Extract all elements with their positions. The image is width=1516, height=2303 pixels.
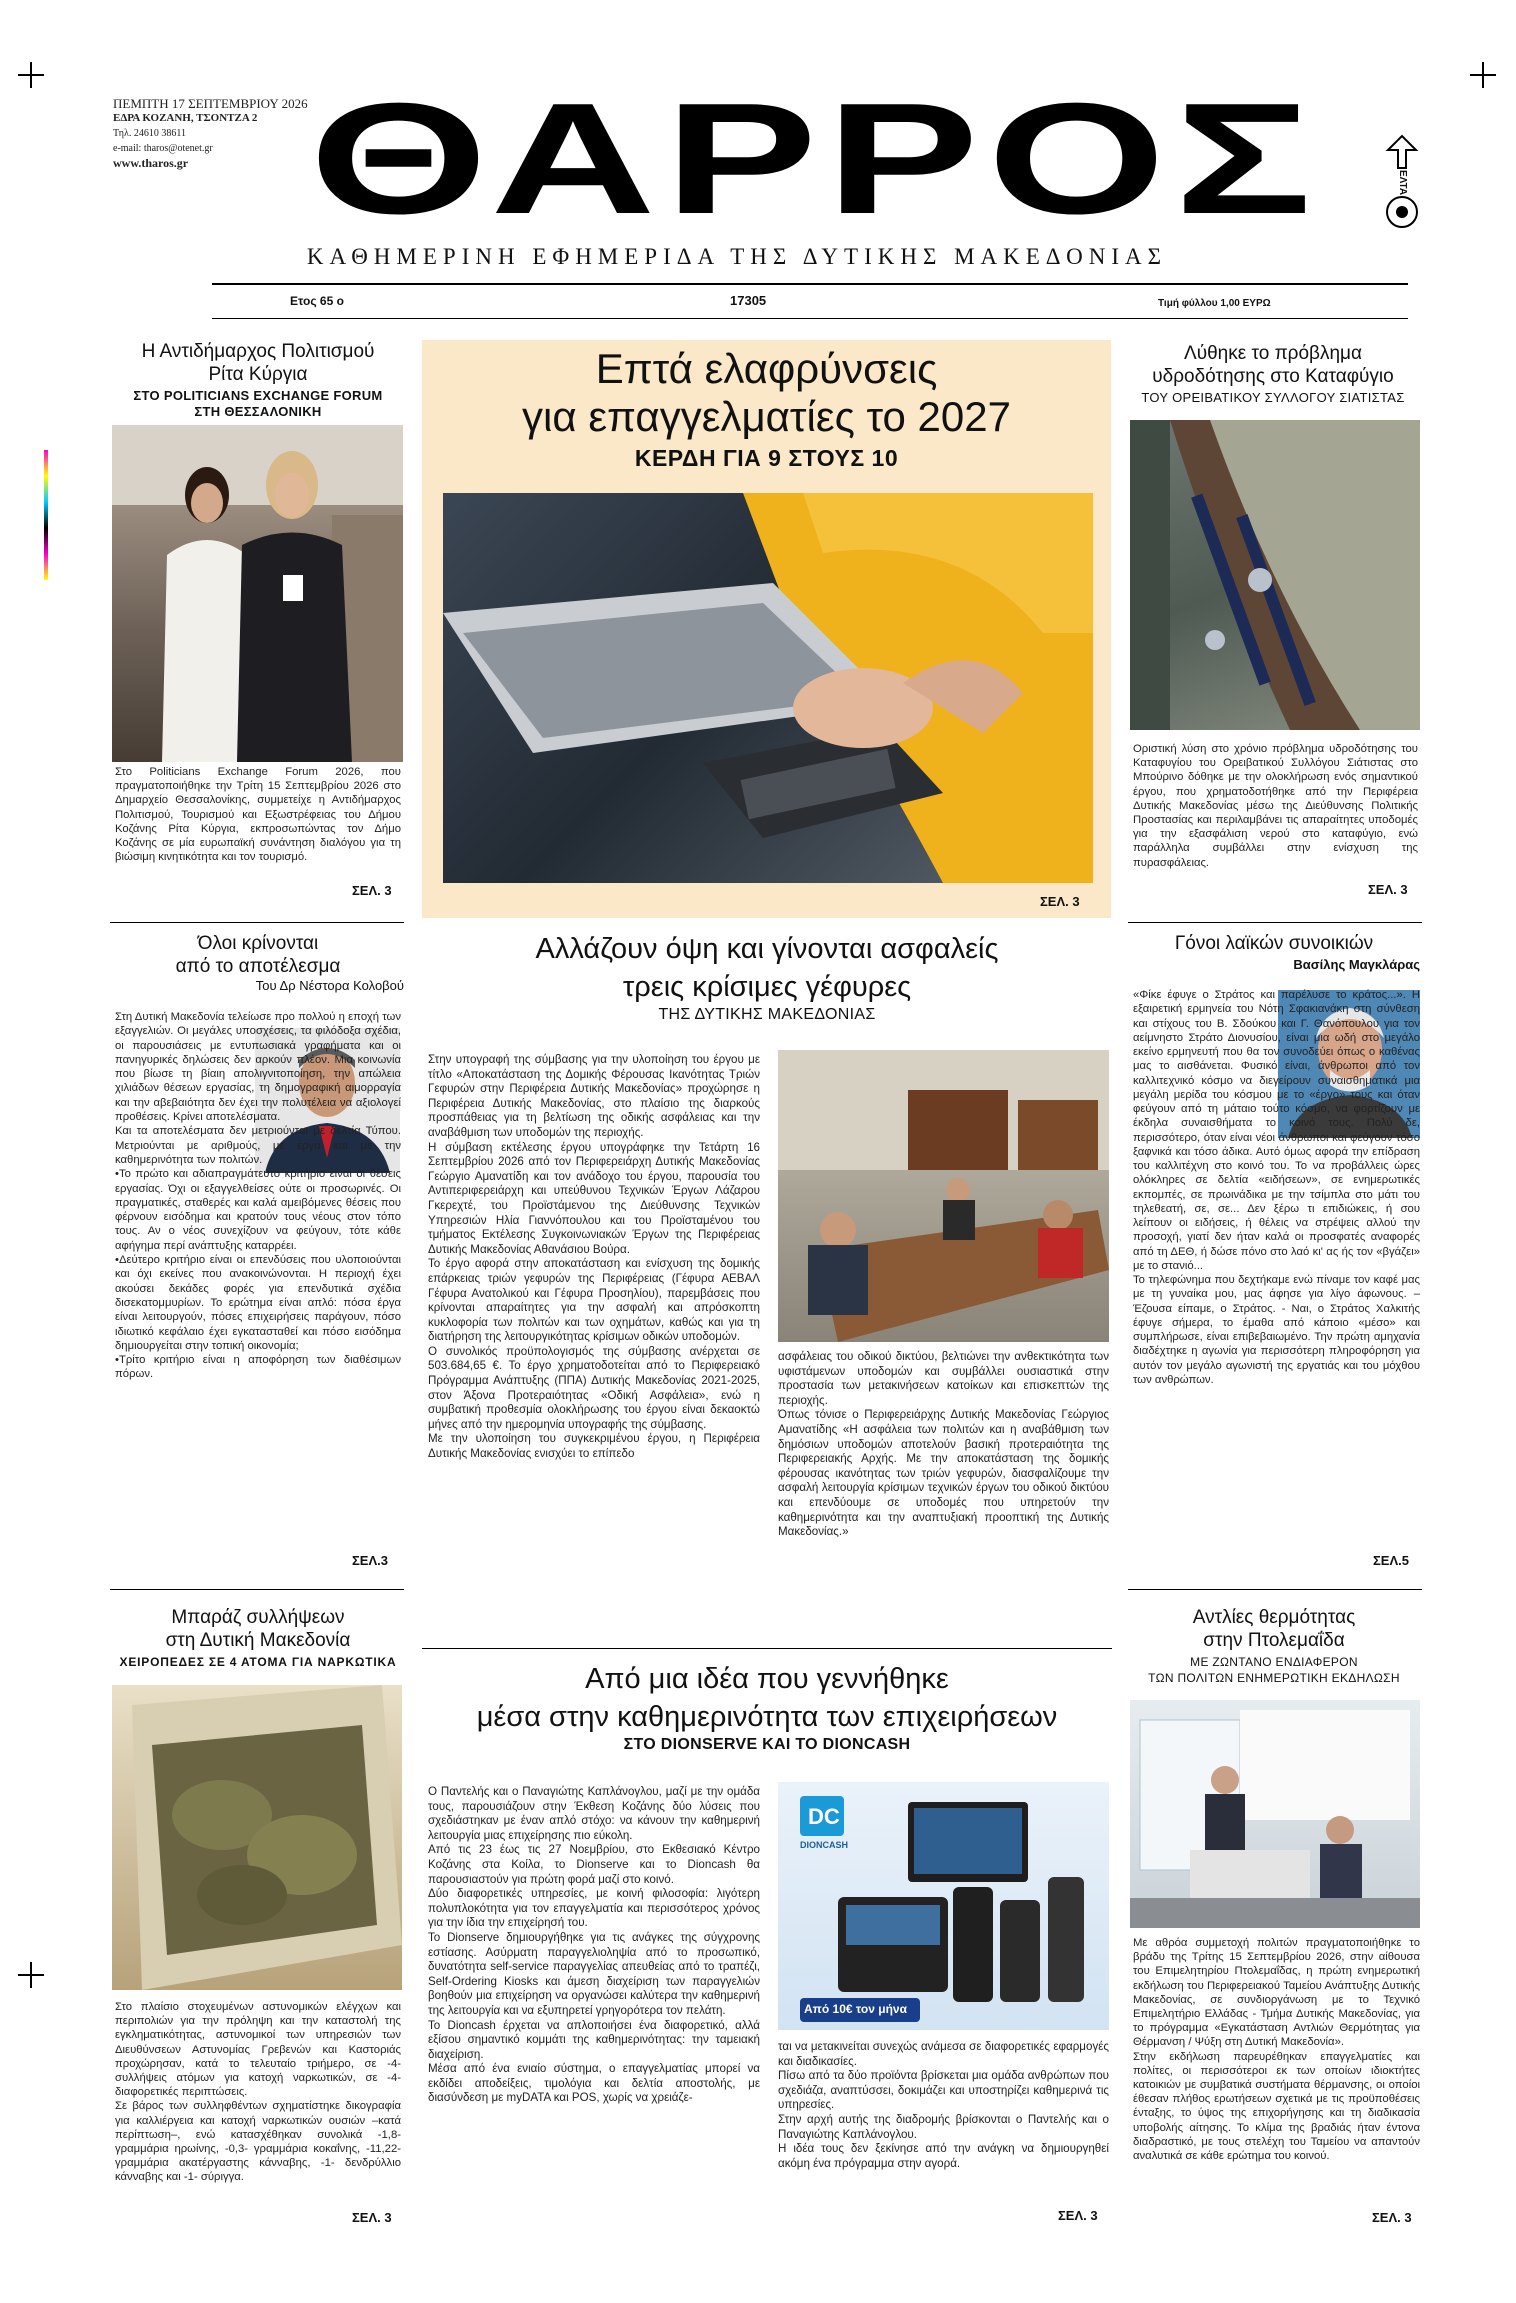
article-kyrgia[interactable] [112, 340, 404, 420]
crop-mark-bottom-left [18, 1962, 44, 1988]
article-body: Στη Δυτική Μακεδονία τελείωσε προ πολλού η εποχή των εξαγγελιών. Οι μεγάλες υποσχέσεις, τα φιλόδοξα σχέδια, οι παρουσιάσεις με εντυπωσιακά γραφήματα και οι πανηγυρικές δηλώσεις δεν αρκούν πλέον. Μια κοινωνία που βίωσε τη βίαιη απολιγνιτοποίηση, την απώλεια χιλιάδων θέσεων εργασίας, τη δημογραφική αιμορραγία και την αβεβαιότητα δεν έχει την πολυτέλεια να αξιολογεί προθέσεις. Κρίνει αποτελέσματα. Και τα αποτελέσματα δεν μετριούνται με δελτία Τύπου. Μετριούνται με αριθμούς, με έργα και με την καθημερινότητα των πολιτών. •Το πρώτο και αδιαπραγμάτευτο κριτήριο είναι οι θέσεις εργασίας. Όχι οι εξαγγελθείσες ούτε οι προσωρινές. Οι πραγματικές, σταθερές και καλά αμειβόμενες θέσεις που φέρνουν εισόδημα και κρατούν τους νέους στον τόπο τους. Αν ο νέος συνεχίζουν να φεύγουν, τότε κάθε αφήγημα περί ανάπτυξης καταρρέει. •Δεύτερο κριτήριο είναι οι επενδύσεις που υλοποιούνται και όχι εκείνες που ανακοινώνονται. Η περιοχή έχει ακούσει δεκάδες φορές για επενδυτικά σχέδια δισεκατομμυρίων. Το ερώτημα είναι απλό: πόσα έργα είναι λειτουργούν, πόσες επιχειρήσεις παράγουν, πόσο ιδιωτικό κεφάλαιο έχει εγκατασταθεί και πόσο εισόδημα δημιουργείται στην τοπική οικονομία; •Τρίτο κριτήριο είναι η αποφόρηση των διαθέσιμων πόρων. [115, 1011, 401, 1381]
masthead-wrap [309, 71, 1321, 247]
article-body: Με αθρόα συμμετοχή πολιτών πραγματοποιήθηκε το βράδυ της Τρίτης 15 Σεπτεμβρίου 2026, στην αίθουσα του Επιμελητηρίου Πτολεμαΐδας, η πρώτη ενημερωτική εκδήλωση του Περιφερειακού Ταμείου Ανάπτυξης Δυτικής Μακεδονίας, σε συνδιοργάνωση με το Τεχνικό Επιμελητήριο Ελλάδας - Τμήμα Δυτικής Μακεδονίας, για το πρόγραμμα «Εγκατάσταση Αντλιών Θερμότητας για Θέρμανση / Ψύξη στη Δυτική Μακεδονία». Στην εκδήλωση παρευρέθηκαν επαγγελματίες και πολίτες, οι περισσότεροι εκ των οποίων ιδιοκτήτες κατοικιών με συμβατικά συστήματα θέρμανσης, οι οποίοι έθεσαν πλήθος ερωτήσεων σχετικά με τις προϋποθέσεις ένταξης, το ύψος της επιχορήγησης και τη διαδικασία υποβολής αίτησης. Το κλίμα της βραδιάς ήταν έντονα διαδραστικό, με τους στελέχη του Ταμείου να απαντούν αναλυτικά σε κάθε ερώτημα του κοινού. [1133, 1937, 1420, 2163]
photo-bridges-signing [778, 1050, 1109, 1342]
page-ref[interactable]: ΣΕΛ.5 [1373, 1553, 1409, 1568]
page-ref[interactable]: ΣΕΛ. 3 [1368, 882, 1408, 897]
article-body-right: ασφάλειας του οδικού δικτύου, βελτιώνει την ανθεκτικότητα των υφιστάμενων υποδομών και συμβάλλει ουσιαστικά στην προστασία των μετακινήσεων κατοίκων και επισκεπτών της περιοχής. Όπως τόνισε ο Περιφερειάρχης Δυτικής Μακεδονίας Γεώργιος Αμανατίδης «Η ασφάλεια των πολιτών και η αναβάθμιση των δημόσιων υποδομών αποτελούν βασική προτεραιότητα της Περιφερειακής Αρχής. Με την αποκατάσταση της δομικής φέρουσας ικανότητας των τριών γεφυρών, διασφαλίζουμε την ασφαλή λειτουργία κρίσιμων τεχνικών έργων του οδικού δικτύου και επενδύουμε σε υποδομές που υπηρετούν την καθημερινότητα και την αναπτυξιακή προοπτική της Δυτικής Μακεδονίας.» [778, 1350, 1109, 1539]
article-title: Λύθηκε το πρόβλημα υδροδότησης στο Καταφύγιο [1152, 343, 1394, 387]
email: e-mail: tharos@otenet.gr [113, 143, 213, 154]
article-title: Η Αντιδήμαρχος Πολιτισμού Ρίτα Κύργια [141, 341, 375, 385]
article-subtitle: ΣΤΟ DIONSERVE ΚΑΙ ΤΟ DIONCASH [623, 1736, 911, 1753]
page-ref[interactable]: ΣΕΛ. 3 [352, 2210, 392, 2225]
article-title: Γόνοι λαϊκών συνοικιών [1174, 933, 1374, 954]
article-lead[interactable] [422, 345, 1111, 472]
crop-mark-top-right [1470, 62, 1496, 88]
article-body: Στο πλαίσιο στοχευμένων αστυνομικών ελέγχων και περιπολιών για την πρόληψη και την καταστολή της εγκληματικότητας, αστυνομικοί των υπηρεσιών των Διευθύνσεων Αστυνομίας Γρεβενών και Καστοριάς προχώρησαν, κατά το τελευταίο τριήμερο, σε -4- συλλήψεις ατόμων για κατοχή ναρκωτικών, σε -4- διαφορετικές περιπτώσεις. Σε βάρος των συλληφθέντων σχηματίστηκε δικογραφία για καλλιέργεια και κατοχή ναρκωτικών ουσιών –κατά περίπτωση–, ενώ κατασχέθηκαν συνολικά -1,8- γραμμάρια ηρωίνης, -0,3- γραμμάρια κοκαΐνης, -11,22- γραμμάρια ακατέργαστης κάνναβης, -1- δενδρύλλιο κάνναβης και -1- σύριγγα. [115, 2001, 401, 2184]
photo-cannabis-box-icon [112, 1685, 402, 1990]
photo-water-pipes-icon [1130, 420, 1420, 730]
header-rule [212, 283, 1408, 285]
article-subtitle: ΧΕΙΡΟΠΕΔΕΣ ΣΕ 4 ΑΤΟΜΑ ΓΙΑ ΝΑΡΚΩΤΙΚΑ [119, 1655, 397, 1669]
ad-brand: DIONCASH [800, 1840, 849, 1850]
elta-label: ΕΛΤΑ [1397, 170, 1408, 196]
article-body: Στο Politicians Exchange Forum 2026, που πραγματοποιήθηκε την Τρίτη 15 Σεπτεμβρίου 2026 στο Δημαρχείο Θεσσαλονίκης, συμμετείχε η Αντιδήμαρχος Πολιτισμού, Τουρισμού και Εξωστρέφειας του Δήμου Κοζάνης Ρίτα Κύργια, εκπροσωπώντας τον Δήμο Κοζάνης σε μία ευρωπαϊκή συνάντηση διαλόγου για τη βιώσιμη κινητικότητα και τον τουρισμό. [115, 766, 401, 864]
article-body-left: Στην υπογραφή της σύμβασης για την υλοποίηση του έργου με τίτλο «Αποκατάσταση της Δομικής Φέρουσας Ικανότητας Τριών Γεφυρών στην Περιφέρεια Δυτικής Μακεδονίας» προχώρησε η Περιφέρεια Δυτικής Μακεδονίας, στο πλαίσιο της διαρκούς προσπάθειας για τη βελτίωση της οδικής ασφάλειας και την αναβάθμιση των υποδομών της περιοχής. Η σύμβαση εκτέλεσης έργου υπογράφηκε την Τετάρτη 16 Σεπτεμβρίου 2026 από τον Περιφερειάρχη Δυτικής Μακεδονίας Γεώργιο Αμανατίδη και τον ανάδοχο του έργου, παρουσία του Αντιπεριφερειάρχη και υπεύθυνου Τεχνικών Έργων Λάζαρου Γκερεχτέ, του Προϊστάμενου της Διεύθυνσης Τεχνικών Υπηρεσιών Ηλία Γιαννόπουλου και του Προϊσταμένου του τμήματος Εκτέλεσης Συγκοινωνιακών Έργων της Περιφέρειας Δυτικής Μακεδονίας Αθανάσιου Βούρα. Το έργο αφορά στην αποκατάσταση και ενίσχυση της δομικής επάρκειας τριών γεφυρών της Περιφέρειας (Γέφυρα ΑΕΒΑΛ Γέφυρα Ανατολικού και Γέφυρα Προσηλίου), παρεμβάσεις που κρίνονται απαραίτητες για την ασφαλή και απρόσκοπτη κυκλοφορία των πολιτών και των οχημάτων, καθώς και για τη διατήρηση της λειτουργικότητας κρίσιμων οδικών υποδομών. Ο συνολικός προϋπολογισμός της σύμβασης ανέρχεται σε 503.684,65 €. Το έργο χρηματοδοτείται από το Περιφερειακό Πρόγραμμα Ανάπτυξης (ΠΠΑ) Δυτικής Μακεδονίας 2021-2025, στον Άξονα Προτεραιότητας «Οδική Ασφάλεια», ενώ η συμβατική προθεσμία ολοκλήρωσης του έργου είναι δεκαοκτώ μήνες από την ημερομηνία υπογραφής της σύμβασης. Με την υλοποίηση του συγκεκριμένου έργου, η Περιφέρεια Δυτικής Μακεδονίας ενισχύει το επίπεδο [428, 1053, 760, 1461]
photo-calculator [443, 493, 1093, 883]
article-dionserve[interactable] [424, 1660, 1110, 1754]
article-title: Αλλάζουν όψη και γίνονται ασφαλείς τρεις κρίσιμες γέφυρες [535, 933, 999, 1003]
issue-number: 17305 [730, 293, 767, 308]
article-subtitle: ΣΤΟ POLITICIANS EXCHANGE FORUM ΣΤΗ ΘΕΣΣΑΛΟΝΙΚΗ [133, 388, 383, 419]
issue-rule [212, 318, 1408, 319]
lead-subtitle: ΚΕΡΔΗ ΓΙΑ 9 ΣΤΟΥΣ 10 [634, 445, 899, 471]
masthead-title: ΘΑΡΡΟΣ [309, 71, 1321, 247]
article-body: Οριστική λύση στο χρόνιο πρόβλημα υδροδότησης του Καταφυγίου του Ορειβατικού Συλλόγου Σιάτιστας στο Μπούρινο δόθηκε με την ολοκλήρωση ενός σημαντικού έργου, που χρηματοδοτήθηκε από την Περιφέρεια Δυτικής Μακεδονίας μέσω της Διεύθυνσης Πολιτικής Προστασίας και περιλαμβάνει τις απαραίτητες υποδομές για την εξασφάλιση νερού στο καταφύγιο, ενώ παράλληλα συμβάλλει στην ενίσχυση της πυρασφάλειας. [1133, 743, 1418, 869]
article-subtitle: ΤΗΣ ΔΥΤΙΚΗΣ ΜΑΚΕΔΟΝΙΑΣ [658, 1006, 876, 1023]
photo-dioncash-ad [778, 1782, 1109, 2030]
page-ref[interactable]: ΣΕΛ. 3 [1058, 2208, 1098, 2223]
article-gonoi[interactable] [1128, 932, 1420, 973]
article-subtitle: ΜΕ ΖΩΝΤΑΝΟ ΕΝΔΙΑΦΕΡΟΝ ΤΩΝ ΠΟΛΙΤΩΝ ΕΝΗΜΕΡΩΤΙΚΗ ΕΚΔΗΛΩΣΗ [1148, 1655, 1400, 1685]
year-label: Ετος 65 ο [290, 294, 344, 308]
page-ref[interactable]: ΣΕΛ. 3 [352, 883, 392, 898]
article-body-right: ται να μετακινείται συνεχώς ανάμεσα σε διαφορετικές εφαρμογές και διαδικασίες. Πίσω από τα δύο προϊόντα βρίσκεται μια ομάδα ανθρώπων που σχεδιάζα, αναπτύσσει, δοκιμάζει και υποστηρίζει καθημερινά τις υπηρεσίες. Στην αρχή αυτής της διαδρομής βρίσκονται ο Παντελής και ο Παναγιώτης Καπλάνογλου. Η ιδέα τους δεν ξεκίνησε από την ανάγκη να δημιουργηθεί ακόμη ένα πρόγραμμα στην αγορά. [778, 2040, 1109, 2170]
page-ref[interactable]: ΣΕΛ.3 [352, 1553, 388, 1568]
article-katafygio[interactable] [1128, 342, 1418, 406]
article-title: Όλοι κρίνονται από το αποτέλεσμα [175, 933, 341, 977]
article-author: Βασίλης Μαγκλάρας [1293, 957, 1420, 972]
article-author: Του Δρ Νέστορα Κολοβού [255, 978, 404, 993]
section-rule [110, 1589, 404, 1590]
article-title: Από μια ιδέα που γεννήθηκε μέσα στην καθημερινότητα των επιχειρήσεων [476, 1663, 1058, 1733]
article-kolovos[interactable] [112, 932, 404, 994]
article-heatpumps[interactable] [1128, 1606, 1420, 1686]
dioncash-devices-icon [778, 1782, 1109, 2030]
photo-panel-event-icon [1130, 1700, 1420, 1928]
masthead-subtitle: ΚΑΘΗΜΕΡΙΝΗ ΕΦΗΜΕΡΙΔΑ ΤΗΣ ΔΥΤΙΚΗΣ ΜΑΚΕΔΟΝΙΑΣ [306, 244, 1168, 269]
price-label: Τιμή φύλλου 1,00 ΕΥΡΩ [1158, 298, 1271, 309]
article-bridges[interactable] [424, 930, 1110, 1024]
article-title: Μπαράζ συλλήψεων στη Δυτική Μακεδονία [165, 1607, 351, 1651]
photo-pipes [1130, 420, 1420, 730]
crop-mark-top-left [18, 62, 44, 88]
address: ΕΔΡΑ ΚΟΖΑΝΗ, ΤΣΟΝΤΖΑ 2 [113, 112, 258, 124]
color-calibration-strip [44, 450, 48, 580]
photo-drugs [112, 1685, 402, 1990]
article-arrests[interactable] [112, 1606, 404, 1670]
section-rule [1128, 1589, 1422, 1590]
section-rule [422, 1648, 1112, 1649]
article-title: Αντλίες θερμότητας στην Πτολεμαΐδα [1192, 1607, 1356, 1651]
page-ref[interactable]: ΣΕΛ. 3 [1372, 2210, 1412, 2225]
lead-title: Επτά ελαφρύνσεις για επαγγελματίες το 2027 [522, 345, 1011, 440]
elta-logo [1380, 128, 1424, 228]
photo-laptop-calculator-icon [443, 493, 1093, 883]
photo-meeting-room-icon [778, 1050, 1109, 1342]
issue-date: ΠΕΜΠΤΗ 17 ΣΕΠΤΕΜΒΡΙΟΥ 2026 [113, 96, 308, 111]
section-rule [1128, 922, 1422, 923]
website[interactable]: www.tharos.gr [113, 156, 189, 170]
photo-kyrgia [112, 425, 403, 762]
photo-heatpump-event [1130, 1700, 1420, 1928]
article-subtitle: ΤΟΥ ΟΡΕΙΒΑΤΙΚΟΥ ΣΥΛΛΟΓΟΥ ΣΙΑΤΙΣΤΑΣ [1141, 390, 1405, 405]
ad-price: Από 10€ τον μήνα [804, 2002, 907, 2016]
svg-text:DC: DC [808, 1804, 840, 1829]
page-ref[interactable]: ΣΕΛ. 3 [1040, 894, 1080, 909]
section-rule [110, 922, 404, 923]
photo-women-icon [112, 425, 403, 762]
article-body-left: Ο Παντελής και ο Παναγιώτης Καπλάνογλου, μαζί με την ομάδα τους, παρουσιάζουν στην Έκθεση Κοζάνης δύο λύσεις που σχεδιάστηκαν με έναν απλό στόχο: να κάνουν την καθημερινή λειτουργία μιας επιχείρησης πιο εύκολη. Από τις 23 έως τις 27 Νοεμβρίου, στο Εκθεσιακό Κέντρο Κοζάνης στα Κοίλα, το Dionserve και το Dioncash θα παρουσιαστούν για πρώτη φορά μαζί στο κοινό. Δύο διαφορετικές υπηρεσίες, με κοινή φιλοσοφία: λιγότερη πολυπλοκότητα για τον επαγγελματία και περισσότερος χρόνος για την ίδια την επιχείρησή του. Το Dionserve δημιουργήθηκε για τις ανάγκες της σύγχρονης εστίασης. Ασύρματη παραγγελιοληψία από το προσωπικό, δυνατότητα self-service παραγγελίας απευθείας από το τραπέζι, Self-Ordering Kiosks και άμεση διαχείριση των παραγγελιών βοηθούν μια επιχείρηση να οργανώσει καλύτερα την καθημερινή της λειτουργία και να εξυπηρετεί γρηγορότερα τον πελάτη. Το Dioncash έρχεται να απλοποιήσει ένα διαφορετικό, αλλά εξίσου σημαντικό κομμάτι της καθημερινότητας: την ταμειακή διαχείριση. Μέσα από ένα ενιαίο σύστημα, ο επαγγελματίας μπορεί να εκδίδει αποδείξεις, τιμολόγια και δελτία αποστολής, με διασύνδεση με myDATA και POS, χωρίς να χρειάζε- [428, 1785, 760, 2105]
article-body: «Φίκε έφυγε ο Στράτος και παρέλυσε το κράτος...». Η εξαιρετική ερμηνεία του Νότη Σφακιανάκη στη σύνθεση και στίχους του Β. Σδούκου και Γ. Θανόπουλου για τον αείμνηστο Στράτο Διονυσίου, είναι μια ωδή στο μεγάλο εκείνο ερμηνευτή που θα τον συνοδεύει όπως ο καθένας μας το αισθάνεται. Φυσικό είναι, άνθρωποι από τον καλλιτεχνικό κόσμο να διεγείρουν συναισθηματικά μια μεγάλη μερίδα του κόσμου με το «έργο» τους και όταν φεύγουν από τη μάταιο τούτο κόσμο, να φορτίζουν με έκδηλα συναισθήματα το κοινό τους. Πολύ δε, περισσότερο, όταν είναι νέοι άνθρωποι και φεύγουν τόσο ξαφνικά και τόσο άδικα. Αυτό όμως αφορά την επίδραση του καλλιτέχνη στο κοινό του. Το να προβάλλεις ώρες ολόκληρες σε δελτία «ειδήσεων», σε ενημερωτικές εκπομπές, σε πρωινάδικα με την τσίμπλα στο μάτι του τηλεθεατή, σε, σε... Δεν ξέρω τι επιδιώκεις, ή σου λείπουν οι ειδήσεις, ή θέλεις να στρέψεις αλλού την προσοχή, γιατί δεν ήταν καλά οι προσφατές αναφορές από τη ΔΕΘ, ή δώσε πόνο στο λαό κι' ας ής τον «βγάζει» με το στανιό... Το τηλεφώνημα που δεχτήκαμε ενώ πίναμε τον καφέ μας με τη γυναίκα μου, μας άφησε για λίγο άφωνους. – Έζουσα είπαμε, ο Στράτος. - Ναι, ο Στράτος Χαλκιτής έφυγε σήμερα, το έμαθα από κάποιο «μέσο» και συμπλήρωσε, είναι επιβεβαιωμένο. Την πρώτη αμηχανία διαδέχτηκε η αγωνία για περισσότερη πληροφόρηση για αυτόν τον μεγάλο αγωνιστή της εργατιάς και του μόχθου των ανθρώπων. [1133, 989, 1420, 1386]
phone: Τηλ. 24610 38611 [113, 128, 186, 139]
